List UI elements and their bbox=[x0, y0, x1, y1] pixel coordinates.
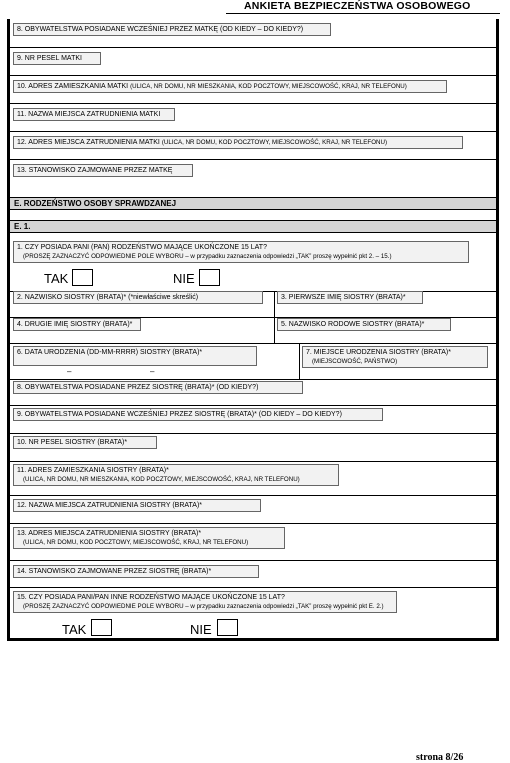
form-body bbox=[7, 19, 499, 641]
no-checkbox-other[interactable] bbox=[217, 619, 238, 636]
label-siblings-question bbox=[13, 241, 469, 263]
row-divider bbox=[10, 560, 496, 561]
label-main-text: 7. MIEJSCE URODZENIA SIOSTRY (BRATA)* bbox=[306, 349, 451, 356]
label-hint-text: (ULICA, NR DOMU, KOD POCZTOWY, MIEJSCOWOŚĆ, KRAJ, NR TELEFONU) bbox=[161, 139, 388, 146]
label-hint-text: (PROSZĘ ZAZNACZYĆ ODPOWIEDNIE POLE WYBORU – w przypadku zaznaczenia odpowiedzi „TAK” proszę wypełnić pkt E. 2.) bbox=[23, 603, 384, 610]
label-hint-text: (PROSZĘ ZAZNACZYĆ ODPOWIEDNIE POLE WYBORU – w przypadku zaznaczenia odpowiedzi „TAK” proszę wypełnić pkt 2. – 15.) bbox=[23, 253, 392, 260]
label-sibling-address bbox=[13, 464, 339, 486]
label-sibling-first-name: 3. PIERWSZE IMIĘ SIOSTRY (BRATA)* bbox=[277, 291, 423, 304]
row-divider bbox=[10, 379, 496, 380]
row-divider bbox=[10, 75, 496, 76]
label-hint-text: (ULICA, NR DOMU, NR MIESZKANIA, KOD POCZTOWY, MIEJSCOWOŚĆ, KRAJ, NR TELEFONU) bbox=[23, 476, 300, 483]
section-e1-header: E. 1. bbox=[10, 220, 496, 233]
row-divider bbox=[10, 131, 496, 132]
label-mother-pesel: 9. NR PESEL MATKI bbox=[13, 52, 101, 65]
label-sibling-surname: 2. NAZWISKO SIOSTRY (BRATA)* (*niewłaściwe skreślić) bbox=[13, 291, 263, 304]
label-sibling-citizenship: 8. OBYWATELSTWA POSIADANE PRZEZ SIOSTRĘ (BRATA)* (OD KIEDY?) bbox=[13, 381, 303, 394]
label-sibling-maiden-name: 5. NAZWISKO RODOWE SIOSTRY (BRATA)* bbox=[277, 318, 451, 331]
label-mother-address bbox=[13, 80, 447, 93]
row-divider bbox=[10, 495, 496, 496]
no-option-label: NIE bbox=[173, 271, 195, 286]
yes-option-label: TAK bbox=[62, 622, 87, 637]
label-main-text: 11. ADRES ZAMIESZKANIA SIOSTRY (BRATA)* bbox=[17, 467, 169, 474]
header-rule bbox=[226, 13, 500, 14]
label-main-text: 15. CZY POSIADA PANI/PAN INNE RODZEŃSTWO MAJĄCE UKOŃCZONE 15 LAT? bbox=[17, 594, 285, 601]
row-divider bbox=[10, 587, 496, 588]
label-sibling-position: 14. STANOWISKO ZAJMOWANE PRZEZ SIOSTRĘ (BRATA)* bbox=[13, 565, 259, 578]
label-sibling-birth-date: 6. DATA URODZENIA (DD-MM-RRRR) SIOSTRY (BRATA)* bbox=[13, 346, 257, 366]
no-checkbox[interactable] bbox=[199, 269, 220, 286]
no-option-label: NIE bbox=[190, 622, 212, 637]
label-main-text: 10. ADRES ZAMIESZKANIA MATKI bbox=[17, 83, 129, 90]
label-mother-position: 13. STANOWISKO ZAJMOWANE PRZEZ MATKĘ bbox=[13, 164, 193, 177]
label-main-text: 12. ADRES MIEJSCA ZATRUDNIENIA MATKI bbox=[17, 139, 160, 146]
label-mother-work-address bbox=[13, 136, 463, 149]
date-separator: – bbox=[67, 367, 72, 376]
row-divider bbox=[10, 47, 496, 48]
label-other-siblings-question bbox=[13, 591, 397, 613]
row-divider bbox=[10, 159, 496, 160]
label-hint-text: (ULICA, NR DOMU, NR MIESZKANIA, KOD POCZTOWY, MIEJSCOWOŚĆ, KRAJ, NR TELEFONU) bbox=[130, 83, 407, 90]
section-e-header: E. RODZEŃSTWO OSOBY SPRAWDZANEJ bbox=[10, 197, 496, 210]
yes-option-label: TAK bbox=[44, 271, 69, 286]
label-mother-prev-citizenship: 8. OBYWATELSTWA POSIADANE WCZEŚNIEJ PRZEZ MATKĘ (OD KIEDY – DO KIEDY?) bbox=[13, 23, 331, 36]
label-sibling-pesel: 10. NR PESEL SIOSTRY (BRATA)* bbox=[13, 436, 157, 449]
label-sibling-workplace: 12. NAZWA MIEJSCA ZATRUDNIENIA SIOSTRY (BRATA)* bbox=[13, 499, 261, 512]
row-divider bbox=[10, 433, 496, 434]
label-main-text: 13. ADRES MIEJSCA ZATRUDNIENIA SIOSTRY (BRATA)* bbox=[17, 530, 202, 537]
column-divider bbox=[299, 343, 300, 379]
document-title: ANKIETA BEZPIECZEŃSTWA OSOBOWEGO bbox=[244, 0, 471, 12]
yes-checkbox[interactable] bbox=[72, 269, 93, 286]
page-number: strona 8/26 bbox=[416, 752, 464, 763]
label-hint-text: (MIEJSCOWOŚĆ, PAŃSTWO) bbox=[312, 358, 398, 365]
row-divider bbox=[10, 343, 496, 344]
label-sibling-work-address bbox=[13, 527, 285, 549]
row-divider bbox=[10, 405, 496, 406]
label-main-text: 1. CZY POSIADA PANI (PAN) RODZEŃSTWO MAJĄCE UKOŃCZONE 15 LAT? bbox=[17, 244, 267, 251]
label-mother-workplace: 11. NAZWA MIEJSCA ZATRUDNIENIA MATKI bbox=[13, 108, 175, 121]
label-sibling-prev-citizenship: 9. OBYWATELSTWA POSIADANE WCZEŚNIEJ PRZEZ SIOSTRĘ (BRATA)* (OD KIEDY – DO KIEDY?) bbox=[13, 408, 383, 421]
row-divider bbox=[10, 523, 496, 524]
label-sibling-birth-place bbox=[302, 346, 488, 368]
label-hint-text: (ULICA, NR DOMU, KOD POCZTOWY, MIEJSCOWOŚĆ, KRAJ, NR TELEFONU) bbox=[23, 539, 249, 546]
yes-checkbox-other[interactable] bbox=[91, 619, 112, 636]
label-sibling-second-name: 4. DRUGIE IMIĘ SIOSTRY (BRATA)* bbox=[13, 318, 141, 331]
row-divider bbox=[10, 103, 496, 104]
date-separator: – bbox=[150, 367, 155, 376]
row-divider bbox=[10, 461, 496, 462]
